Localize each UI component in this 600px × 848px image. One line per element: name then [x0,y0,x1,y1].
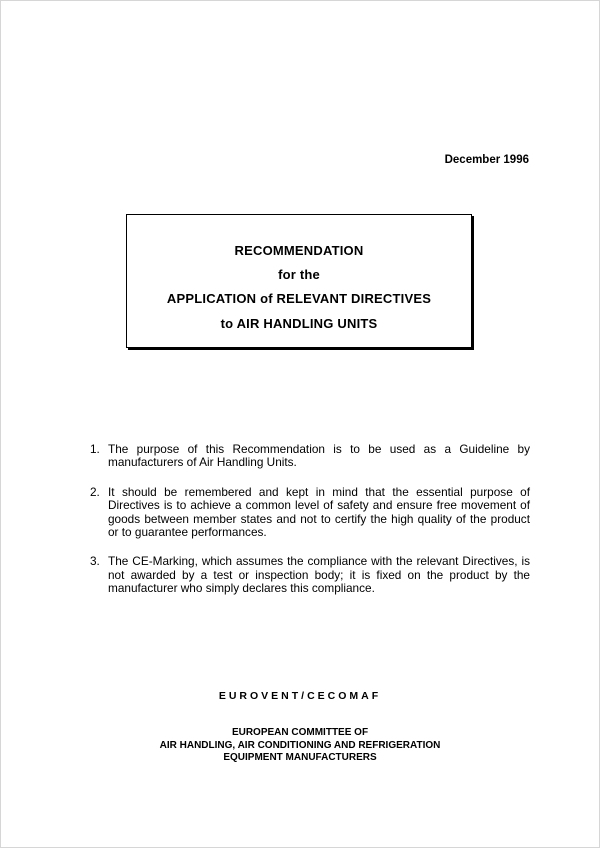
organization-name: EUROVENT/CECOMAF [218,690,382,702]
numbered-list [90,443,530,612]
list-item-text: The purpose of this Recommendation is to be used as a Guideline by manufacturers of Air Handling Units. [108,442,530,470]
list-item-number: 3. [90,554,100,569]
document-date: December 1996 [444,154,529,166]
committee-line-3: EQUIPMENT MANUFACTURERS [223,752,377,763]
title-line-1: RECOMMENDATION [234,243,364,258]
committee-line-1: EUROPEAN COMMITTEE OF [231,727,369,738]
list-item [90,486,530,540]
committee-line-2: AIR HANDLING, AIR CONDITIONING AND REFRIGERATION [159,739,441,751]
list-item-number: 2. [90,484,100,499]
committee-block [0,727,600,765]
list-item-text: The CE-Marking, which assumes the compliance with the relevant Directives, is not awarded by a test or inspection body; it is fixed on the product by the manufacturer who simply declares this compliance. [108,554,530,596]
list-item [90,555,530,595]
list-item [90,443,530,470]
title-line-4: to AIR HANDLING UNITS [220,316,378,331]
title-box [126,214,472,348]
title-line-3: APPLICATION of RELEVANT DIRECTIVES [166,291,432,306]
list-item-number: 1. [90,442,100,456]
title-line-2: for the [278,267,320,282]
list-item-text: It should be remembered and kept in mind that the essential purpose of Directives is to achieve a common level of safety and ensure free movement of goods between member states and not to certify the high quality of the product or to guarantee performances. [108,484,530,540]
